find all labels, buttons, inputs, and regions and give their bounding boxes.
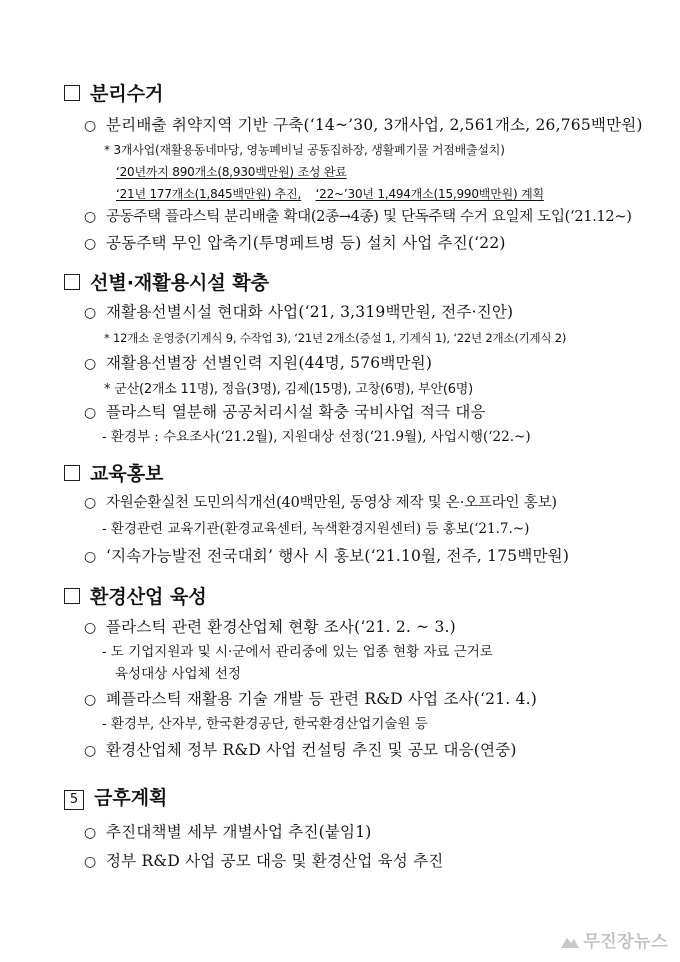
section-title: 환경산업 육성 bbox=[90, 586, 207, 608]
sub-item bbox=[102, 523, 529, 537]
asterisk-bullet: * bbox=[104, 382, 111, 397]
checkbox-square-icon bbox=[64, 85, 80, 101]
circle-bullet-icon: ○ bbox=[84, 854, 97, 870]
circle-bullet-icon: ○ bbox=[84, 356, 97, 372]
circle-bullet-icon: ○ bbox=[84, 118, 97, 134]
list-item bbox=[84, 620, 456, 636]
list-item bbox=[84, 692, 537, 708]
section-title: 금후계획 bbox=[94, 787, 168, 809]
item-text-b: ‘22~’30년 1,494개소(15,990백만원) 계획 bbox=[315, 187, 544, 201]
section-title: 교육홍보 bbox=[90, 463, 164, 485]
circle-bullet-icon: ○ bbox=[84, 743, 97, 759]
dash-bullet: - bbox=[102, 644, 107, 660]
item-text: 자원순환실천 도민의식개선(40백만원, 동영상 제작 및 온·오프라인 홍보) bbox=[106, 495, 557, 511]
item-text: 재활용선별장 선별인력 지원(44명, 576백만원) bbox=[106, 354, 433, 372]
item-text: 재활용선별시설 현대화 사업(‘21, 3,319백만원, 전주·진안) bbox=[106, 303, 514, 321]
note-item bbox=[116, 166, 347, 178]
list-item bbox=[84, 854, 443, 870]
sub-item bbox=[102, 431, 531, 445]
item-text: 정부 R&D 사업 공모 대응 및 환경산업 육성 추진 bbox=[106, 852, 444, 870]
section-title: 선별·재활용시설 확충 bbox=[90, 272, 270, 294]
list-item bbox=[84, 210, 632, 225]
asterisk-bullet: * bbox=[104, 331, 110, 345]
circle-bullet-icon: ○ bbox=[84, 405, 97, 421]
item-text: 환경부, 산자부, 한국환경공단, 한국환경산업기술원 등 bbox=[110, 716, 428, 732]
item-text: 추진대책별 세부 개별사업 추진(붙임1) bbox=[106, 823, 372, 841]
circle-bullet-icon: ○ bbox=[84, 209, 96, 225]
item-text: 도 기업지원과 및 시·군에서 관리중에 있는 업종 현황 자료 근거로 bbox=[110, 644, 493, 660]
section-heading-recycling bbox=[64, 85, 163, 104]
sub-item bbox=[115, 668, 241, 682]
item-text: 육성대상 사업체 선정 bbox=[115, 666, 241, 682]
list-item bbox=[84, 236, 506, 252]
checkbox-square-icon bbox=[64, 465, 80, 481]
list-item bbox=[84, 405, 486, 421]
list-item bbox=[84, 305, 513, 321]
item-text: ‘20년까지 890개소(8,930백만원) 조성 완료 bbox=[116, 165, 347, 179]
sub-item bbox=[102, 646, 493, 660]
item-text: 플라스틱 열분해 공공처리시설 확충 국비사업 적극 대응 bbox=[106, 403, 486, 421]
asterisk-bullet: * bbox=[104, 143, 110, 157]
note-item bbox=[104, 144, 505, 156]
item-text: 12개소 운영중(기계식 9, 수작업 3), ‘21년 2개소(증설 1, 기계식 1), ‘22년 2개소(기계식 2) bbox=[113, 331, 567, 345]
circle-bullet-icon: ○ bbox=[84, 305, 97, 321]
item-text: 폐플라스틱 재활용 기술 개발 등 관련 R&D 사업 조사(‘21. 4.) bbox=[106, 690, 537, 708]
list-item bbox=[84, 356, 432, 372]
sub-item bbox=[102, 718, 428, 732]
section-heading-facilities bbox=[64, 274, 269, 293]
item-text: 환경관련 교육기관(환경교육센터, 녹색환경지원센터) 등 홍보(‘21.7.~) bbox=[110, 521, 530, 537]
list-item bbox=[84, 549, 569, 565]
list-item bbox=[84, 825, 372, 841]
mountain-logo-icon bbox=[560, 933, 580, 949]
item-text: 환경부 : 수요조사(‘21.2월), 지원대상 선정(‘21.9월), 사업시행(‘22.~) bbox=[110, 429, 531, 445]
circle-bullet-icon: ○ bbox=[84, 620, 97, 636]
watermark bbox=[560, 927, 668, 952]
circle-bullet-icon: ○ bbox=[84, 692, 97, 708]
dash-bullet: - bbox=[102, 429, 107, 445]
item-text: 군산(2개소 11명), 정읍(3명), 김제(15명), 고창(6명), 부안(6명) bbox=[114, 382, 474, 397]
section-heading-future bbox=[64, 789, 167, 810]
item-text: ‘지속가능발전 전국대회’ 행사 시 홍보(‘21.10월, 전주, 175백만원) bbox=[106, 547, 570, 565]
section-heading-education bbox=[64, 465, 163, 484]
section-title: 분리수거 bbox=[90, 83, 164, 105]
section-heading-industry bbox=[64, 588, 207, 607]
list-item bbox=[84, 118, 643, 134]
item-text: 3개사업(재활용동네마당, 영농폐비닐 공동집하장, 생활폐기물 거점배출설치) bbox=[113, 143, 505, 157]
item-text: 환경산업체 정부 R&D 사업 컨설팅 추진 및 공모 대응(연중) bbox=[106, 741, 517, 759]
section-number: 5 bbox=[64, 790, 84, 810]
dash-bullet: - bbox=[102, 521, 107, 537]
note-item bbox=[116, 188, 544, 200]
circle-bullet-icon: ○ bbox=[84, 236, 97, 252]
item-text: 플라스틱 관련 환경산업체 현황 조사(‘21. 2. ~ 3.) bbox=[106, 618, 456, 636]
circle-bullet-icon: ○ bbox=[84, 549, 97, 565]
item-text: 분리배출 취약지역 기반 구축(‘14~’30, 3개사업, 2,561개소, 26,765백만원) bbox=[106, 116, 643, 134]
note-item bbox=[104, 333, 566, 345]
list-item bbox=[84, 743, 517, 759]
dash-bullet: - bbox=[102, 716, 107, 732]
item-text-a: ‘21년 177개소(1,845백만원) 추진, bbox=[116, 187, 302, 201]
circle-bullet-icon: ○ bbox=[84, 495, 97, 511]
item-text: 공동주택 플라스틱 분리배출 확대(2종→4종) 및 단독주택 수거 요일제 도입(‘21.12~) bbox=[106, 209, 632, 225]
list-item bbox=[84, 496, 557, 511]
checkbox-square-icon bbox=[64, 588, 80, 604]
item-text: 공동주택 무인 압축기(투명페트병 등) 설치 사업 추진(‘22) bbox=[106, 234, 506, 252]
note-item bbox=[104, 383, 473, 396]
watermark-text: 무진장뉴스 bbox=[583, 932, 668, 952]
circle-bullet-icon: ○ bbox=[84, 825, 97, 841]
checkbox-square-icon bbox=[64, 274, 80, 290]
